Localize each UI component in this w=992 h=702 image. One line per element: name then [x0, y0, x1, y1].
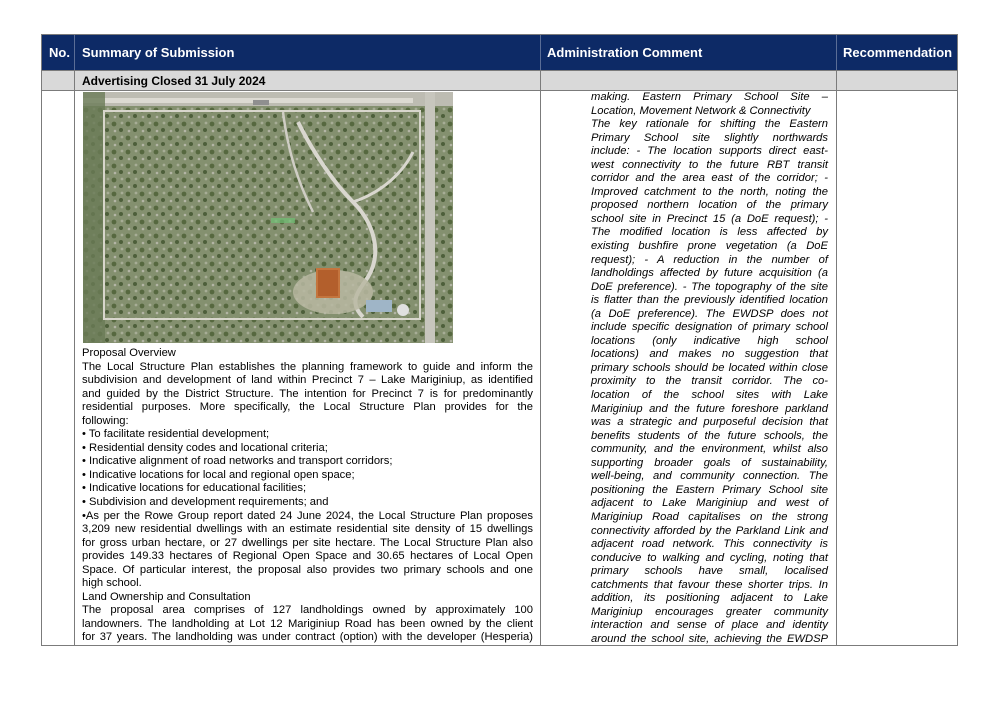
- summary-line: landowners. The landholding at Lot 12 Mariginiup Road has been owned by the client: [82, 617, 533, 630]
- summary-line: residential purposes. More specifically, the Local Structure Plan provides for the: [82, 401, 533, 414]
- comment-line: benefits students of the future schools, the: [591, 429, 828, 442]
- summary-of-submission-text: [82, 347, 533, 645]
- summary-line: 3,209 new residential dwellings with an estimate residential site density of 15 dwellings: [82, 523, 533, 536]
- submissions-table: [41, 34, 958, 646]
- comment-line: Improved catchment to the north, noting the: [591, 185, 828, 198]
- comment-line: (a DoE preference). The EWDSP does not: [591, 307, 828, 320]
- column-divider: [836, 70, 837, 645]
- comment-line: proposed northern location of the primary: [591, 199, 828, 212]
- header-divider: [540, 35, 541, 70]
- comment-line: corridor and the area east of the corridor; -: [591, 172, 828, 185]
- summary-line: provides 149.33 hectares of Regional Open Space and 30.65 hectares of Local Open: [82, 550, 533, 563]
- comment-line: location of the school sites with Lake: [591, 389, 828, 402]
- summary-line: • Subdivision and development requirements; and: [82, 496, 329, 509]
- summary-line: •As per the Rowe Group report dated 24 June 2024, the Local Structure Plan proposes: [82, 509, 533, 522]
- comment-line: primary schools have small, localised: [591, 565, 828, 578]
- summary-line: • Indicative alignment of road networks and transport corridors;: [82, 455, 393, 468]
- summary-line: subdivision and development of land within Precinct 7 – Lake Mariginiup, as identified: [82, 374, 533, 387]
- comment-line: Primary School site slightly northwards: [591, 131, 828, 144]
- summary-line: Land Ownership and Consultation: [82, 590, 251, 603]
- header-recommendation: Recommendation: [843, 45, 953, 60]
- comment-line: The key rationale for shifting the Eastern: [591, 118, 828, 131]
- summary-line: • Indicative locations for educational facilities;: [82, 482, 307, 495]
- comment-line: is flatter than the previously identified location: [591, 294, 828, 307]
- summary-line: and guided by the District Structure. The intention for Precinct 7 is for predominantly: [82, 387, 533, 400]
- comment-line: proximity to the transit corridor. The co-: [591, 375, 828, 388]
- summary-line: Proposal Overview: [82, 347, 176, 359]
- comment-line: primary schools should be located within close: [591, 361, 828, 374]
- summary-line: • Residential density codes and locational criteria;: [82, 441, 328, 454]
- comment-line: locations) and makes no suggestion that: [591, 348, 828, 361]
- comment-line: well-being, and community connection. The: [591, 470, 828, 483]
- comment-line: adjacent road network. This connectivity is: [591, 538, 828, 551]
- comment-line: Mariginiup Road capitalises on the strong: [591, 510, 828, 523]
- summary-line: for gross urban hectare, or 27 dwellings per site hectare. The Local Structure Plan also: [82, 536, 533, 549]
- summary-line: • To facilitate residential development;: [82, 428, 270, 441]
- comment-line: community, and the environment, whilst also: [591, 443, 828, 456]
- comment-line: conducive to walking and cycling, noting that: [591, 551, 828, 564]
- comment-line: west connectivity to the future RBT transit: [591, 158, 828, 171]
- comment-line: addition, its positioning adjacent to Lake: [591, 592, 828, 605]
- comment-line: interaction and sense of place and identity: [591, 619, 828, 632]
- comment-line: catchments that favour these shorter trips. In: [591, 578, 828, 591]
- comment-line: include: - The location supports direct east-: [591, 145, 828, 158]
- header-divider: [74, 35, 75, 70]
- section-row: [42, 70, 957, 91]
- comment-line: landholdings affected by future acquisition (a: [591, 267, 828, 280]
- section-title: Advertising Closed 31 July 2024: [82, 74, 266, 88]
- comment-line: include specific designation of primary school: [591, 321, 828, 334]
- comment-line: making. Eastern Primary School Site –: [591, 91, 828, 103]
- comment-line: locations (only indicative high school: [591, 334, 828, 347]
- header-comment: Administration Comment: [547, 45, 703, 60]
- summary-line: high school.: [82, 577, 142, 590]
- comment-line: existing bushfire prone vegetation (a DoE: [591, 240, 828, 253]
- header-summary: Summary of Submission: [82, 45, 235, 60]
- comment-line: Location, Movement Network & Connectivity: [591, 104, 811, 117]
- header-divider: [836, 35, 837, 70]
- comment-line: positioning the Eastern Primary School site: [591, 483, 828, 496]
- comment-line: The modified location is less affected by: [591, 226, 828, 239]
- comment-line: Mariginiup and the future foreshore parkland: [591, 402, 828, 415]
- column-divider: [540, 70, 541, 645]
- comment-line: around the school site, achieving the EWDSP: [591, 632, 828, 645]
- summary-line: The proposal area comprises of 127 landholdings owned by approximately 100: [82, 604, 533, 617]
- header-no: No.: [49, 45, 70, 60]
- summary-line: • Indicative locations for local and regional open space;: [82, 468, 355, 481]
- summary-line: The Local Structure Plan establishes the planning framework to guide and inform the: [82, 360, 533, 373]
- comment-line: supporting broader goals of sustainability,: [591, 456, 828, 469]
- aerial-site-photo: [83, 92, 453, 343]
- summary-line: for 37 years. The landholding was under contract (option) with the developer (Hesperia): [82, 631, 533, 644]
- comment-line: was a strategic and purposeful decision that: [591, 416, 828, 429]
- comment-line: connectivity afforded by the Parkland Link and: [591, 524, 828, 537]
- administration-comment-text: [591, 91, 828, 646]
- summary-line: following:: [82, 414, 129, 427]
- comment-line: Mariginiup encourages greater community: [591, 605, 828, 618]
- comment-line: adjacent to Lake Mariginiup and west of: [591, 497, 828, 510]
- table-header-row: [42, 35, 957, 70]
- comment-line: school site in Precinct 15 (a DoE request); -: [591, 212, 828, 225]
- comment-line: request); - A reduction in the number of: [591, 253, 828, 266]
- comment-line: DoE preference). - The topography of the site: [591, 280, 828, 293]
- column-divider: [74, 70, 75, 645]
- summary-line: Space. Of particular interest, the proposal also provides two primary schools and one: [82, 563, 533, 576]
